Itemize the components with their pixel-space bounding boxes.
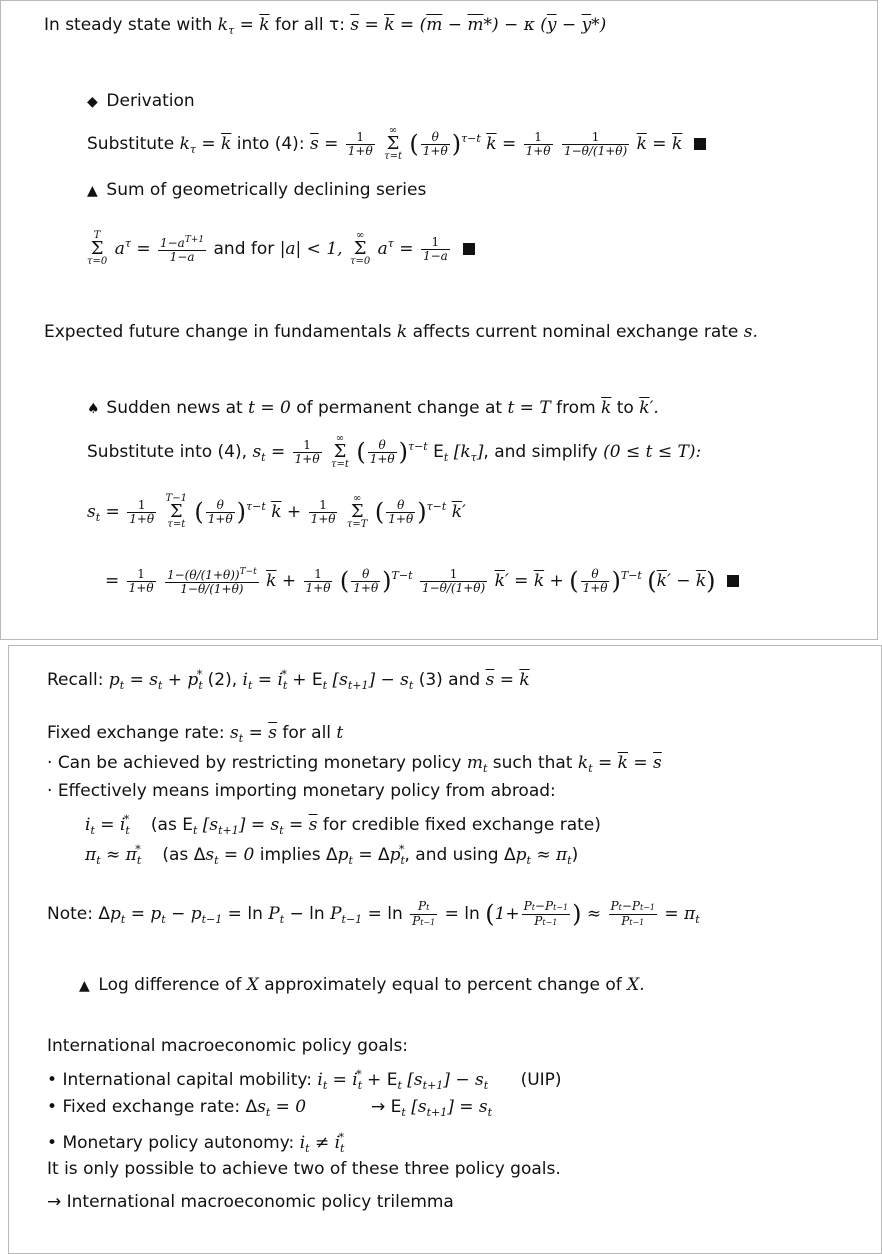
- recall-line: Recall: $p_t = s_t + p_t^*$ (2), $i_t = i_t^* + E_t$ $[s_{t+1}] - s_t$ (3) and $\overline{s} = \overline{k}$: [47, 668, 530, 692]
- expected-change-line: Expected future change in fundamentals k affects current nominal exchange rate s.: [44, 322, 758, 342]
- derivation-heading: ◆ Derivation: [87, 91, 195, 111]
- fixed-rate-line: Fixed exchange rate: $s_t = \overline{s}$ for all t: [47, 723, 344, 745]
- diamond-icon: ◆: [87, 94, 98, 110]
- slide-panel-bottom: [8, 645, 882, 1254]
- qed-icon: [463, 243, 475, 255]
- geo-formula: T Σ τ=0 $a^\tau$ = $\frac{1-a^{T+1}}{1-a}$ and for |a| < 1, ∞ Σ τ=0 $a^\tau$ = $\frac{1}{1-a}$: [85, 219, 475, 274]
- goal-fixed-rate: • Fixed exchange rate: $\Delta s_t = 0$ → $E_t$ $[s_{t+1}] = s_t$: [47, 1097, 493, 1119]
- qed-icon: [727, 575, 739, 587]
- goals-heading: International macroeconomic policy goals:: [47, 1036, 409, 1056]
- spade-icon: ♠: [87, 401, 100, 417]
- triangle-icon: ▲: [79, 978, 90, 994]
- substitute-line: Substitute into (4), $s_t$ = $\frac{1}{1+\theta}$ ∞ Σ τ=t ( $\frac{\theta}{1+\theta}$ )$^{\tau-t}$ $E_t$ $[k_\tau]$, and simplify (0 ≤ t ≤ T):: [87, 433, 702, 470]
- log-diff-line: ▲ Log difference of X approximately equal to percent change of X.: [79, 975, 645, 995]
- goal-capital-mobility: • International capital mobility: $i_t = i_t^* + E_t$ $[s_{t+1}] - s_t$ (UIP): [47, 1068, 562, 1092]
- triangle-icon: ▲: [87, 183, 98, 199]
- trilemma-line: → International macroeconomic policy trilemma: [47, 1192, 454, 1212]
- bullet-restrict: · Can be achieved by restricting monetary policy $m_t$ such that $k_t = \overline{k} = \overline{s}$: [47, 753, 662, 775]
- qed-icon: [694, 138, 706, 150]
- note-line: Note: $\Delta p_t = p_t - p_{t-1} = \ln P_t - \ln P_{t-1} = \ln$ $\frac{Pt}{Pt-1}$ = ln (1+ $\frac{Pt-Pt-1}{Pt-1}$ ) ≈ $\frac{Pt-Pt-1}{Pt-1}$ = $\pi_t$: [47, 898, 700, 928]
- steady-state-line: In steady state with $k_\tau = \overline{k}$ for all τ: $\overline{s} = \overline{k} = (\overline{m} - \overline{m}*) - \kappa$ $(\overline{y} - \overline{y}*)$: [44, 15, 607, 37]
- st-formula-1: $s_t$ = $\frac{1}{1+\theta}$ T−1 Σ τ=t ( $\frac{\theta}{1+\theta}$ )$^{\tau-t}$ $\overline{k}$ + $\frac{1}{1+\theta}$ ∞ Σ τ=T ( $\frac{\theta}{1+\theta}$ )$^{\tau-t}$ $\overline{k}'$: [87, 493, 466, 530]
- news-heading: ♠ Sudden news at t = 0 of permanent change at t = T from $\overline{k}$ to $\overline{k}'$.: [87, 398, 659, 418]
- import-eq-2: $\pi_t \approx \pi_t^*$ (as $\Delta s_t = 0$ implies $\Delta p_t = \Delta p_t^*$, and using $\Delta p_t \approx \pi_t$): [85, 843, 579, 867]
- only-two-line: It is only possible to achieve two of these three policy goals.: [47, 1159, 561, 1179]
- st-formula-2: = $\frac{1}{1+\theta}$ $\frac{1-(\theta/(1+\theta))^{T-t}}{1-\theta/(1+\theta)}$ $\overline{k}$ + $\frac{1}{1+\theta}$ ( $\frac{\theta}{1+\theta}$ )$^{T-t}$ $\frac{1}{1-\theta/(1+\theta)}$ $\overline{k}' = \overline{k}$ + ( $\frac{\theta}{1+\theta}$ )$^{T-t}$ $(\overline{k}' - \overline{k})$: [105, 541, 739, 616]
- geo-heading: ▲ Sum of geometrically declining series: [87, 180, 427, 200]
- goal-autonomy: • Monetary policy autonomy: $i_t \ne i_t^*$: [47, 1131, 345, 1155]
- bullet-import: · Effectively means importing monetary policy from abroad:: [47, 781, 556, 801]
- derivation-formula: Substitute $k_\tau = \overline{k}$ into (4): $\overline{s}$ = $\frac{1}{1+\theta}$ ∞ Σ τ=t ( $\frac{\theta}{1+\theta}$ )$^{\tau-t}$ $\overline{k}$ = $\frac{1}{1+\theta}$ $\frac{1}{1-\theta/(1+\theta)}$ $\overline{k} = \overline{k}$: [87, 119, 706, 170]
- import-eq-1: $i_t = i_t^*$ (as $E_t$ $[s_{t+1}] = s_t = \overline{s}$ for credible fixed exchange rate): [85, 813, 601, 837]
